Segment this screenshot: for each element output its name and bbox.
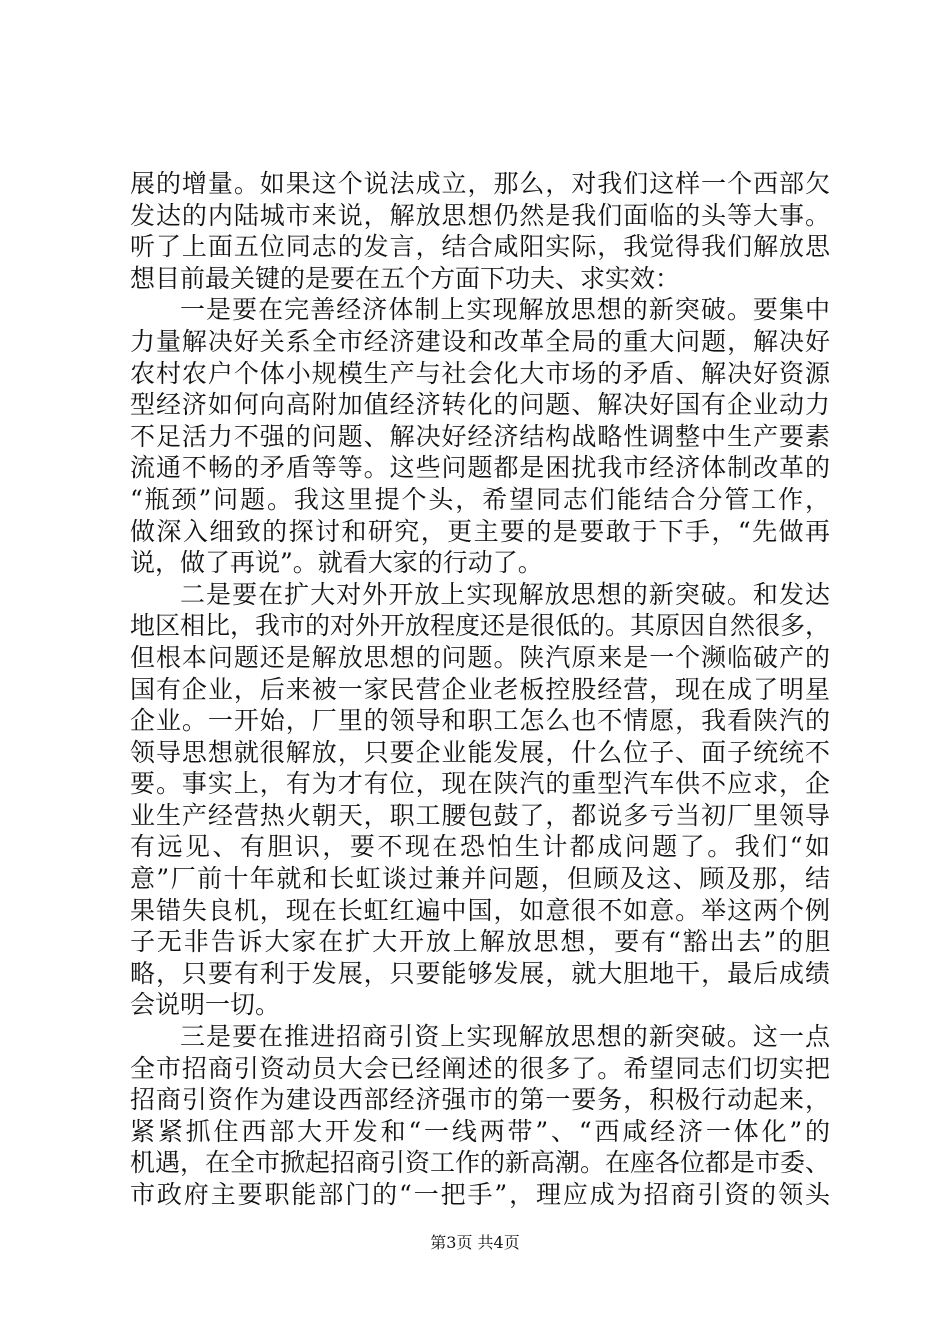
text-line: 但根本问题还是解放思想的问题。陕汽原来是一个濒临破产的 <box>130 642 830 672</box>
text-line: 业生产经营热火朝天，职工腰包鼓了，都说多亏当初厂里领导 <box>130 800 830 830</box>
text-line: 企业。一开始，厂里的领导和职工怎么也不情愿，我看陕汽的 <box>130 706 830 736</box>
paragraph-first-line: 二是要在扩大对外开放上实现解放思想的新突破。和发达 <box>180 579 830 609</box>
text-line: 农村农户个体小规模生产与社会化大市场的矛盾、解决好资源 <box>130 358 830 388</box>
text-line: 要。事实上，有为才有位，现在陕汽的重型汽车供不应求，企 <box>130 769 830 799</box>
text-line: 领导思想就很解放，只要企业能发展，什么位子、面子统统不 <box>130 737 830 767</box>
paragraph-first-line: 三是要在推进招商引资上实现解放思想的新突破。这一点 <box>180 1022 830 1052</box>
text-line: 做深入细致的探讨和研究，更主要的是要敢于下手，“先做再 <box>130 516 830 546</box>
text-line: 意”厂前十年就和长虹谈过兼并问题，但顾及这、顾及那，结 <box>130 864 830 894</box>
body-text <box>130 168 830 1211</box>
text-line: 想目前最关键的是要在五个方面下功夫、求实效： <box>130 263 681 293</box>
text-line: 国有企业，后来被一家民营企业老板控股经营，现在成了明星 <box>130 674 830 704</box>
text-line: 力量解决好关系全市经济建设和改革全局的重大问题，解决好 <box>130 326 830 356</box>
text-line: 招商引资作为建设西部经济强市的第一要务，积极行动起来， <box>130 1085 830 1115</box>
paragraph-first-line: 一是要在完善经济体制上实现解放思想的新突破。要集中 <box>180 295 830 325</box>
text-line: 发达的内陆城市来说，解放思想仍然是我们面临的头等大事。 <box>130 200 830 230</box>
text-line: “瓶颈”问题。我这里提个头，希望同志们能结合分管工作， <box>130 484 830 514</box>
page-number-label: 第3页 共4页 <box>430 1233 520 1252</box>
text-line: 会说明一切。 <box>130 990 281 1020</box>
text-line: 说，做了再说”。就看大家的行动了。 <box>130 548 543 578</box>
page-footer <box>0 1233 950 1253</box>
text-line: 有远见、有胆识，要不现在恐怕生计都成问题了。我们“如 <box>130 832 830 862</box>
text-line: 果错失良机，现在长虹红遍中国，如意很不如意。举这两个例 <box>130 895 830 925</box>
text-line: 子无非告诉大家在扩大开放上解放思想，要有“豁出去”的胆 <box>130 927 830 957</box>
text-line: 机遇，在全市掀起招商引资工作的新高潮。在座各位都是市委、 <box>130 1148 831 1178</box>
text-line: 展的增量。如果这个说法成立，那么，对我们这样一个西部欠 <box>130 169 830 198</box>
text-line: 不足活力不强的问题、解决好经济结构战略性调整中生产要素 <box>130 421 830 451</box>
text-line: 略，只要有利于发展，只要能够发展，就大胆地干，最后成绩 <box>130 958 830 988</box>
text-line: 市政府主要职能部门的“一把手”，理应成为招商引资的领头 <box>130 1180 830 1209</box>
text-line: 紧紧抓住西部大开发和“一线两带”、“西咸经济一体化”的 <box>130 1116 830 1146</box>
text-line: 地区相比，我市的对外开放程度还是很低的。其原因自然很多， <box>130 611 831 641</box>
text-line: 全市招商引资动员大会已经阐述的很多了。希望同志们切实把 <box>130 1053 830 1083</box>
text-line: 听了上面五位同志的发言，结合咸阳实际，我觉得我们解放思 <box>130 232 830 262</box>
text-line: 流通不畅的矛盾等等。这些问题都是困扰我市经济体制改革的 <box>130 453 830 483</box>
text-line: 型经济如何向高附加值经济转化的问题、解决好国有企业动力 <box>130 390 830 420</box>
